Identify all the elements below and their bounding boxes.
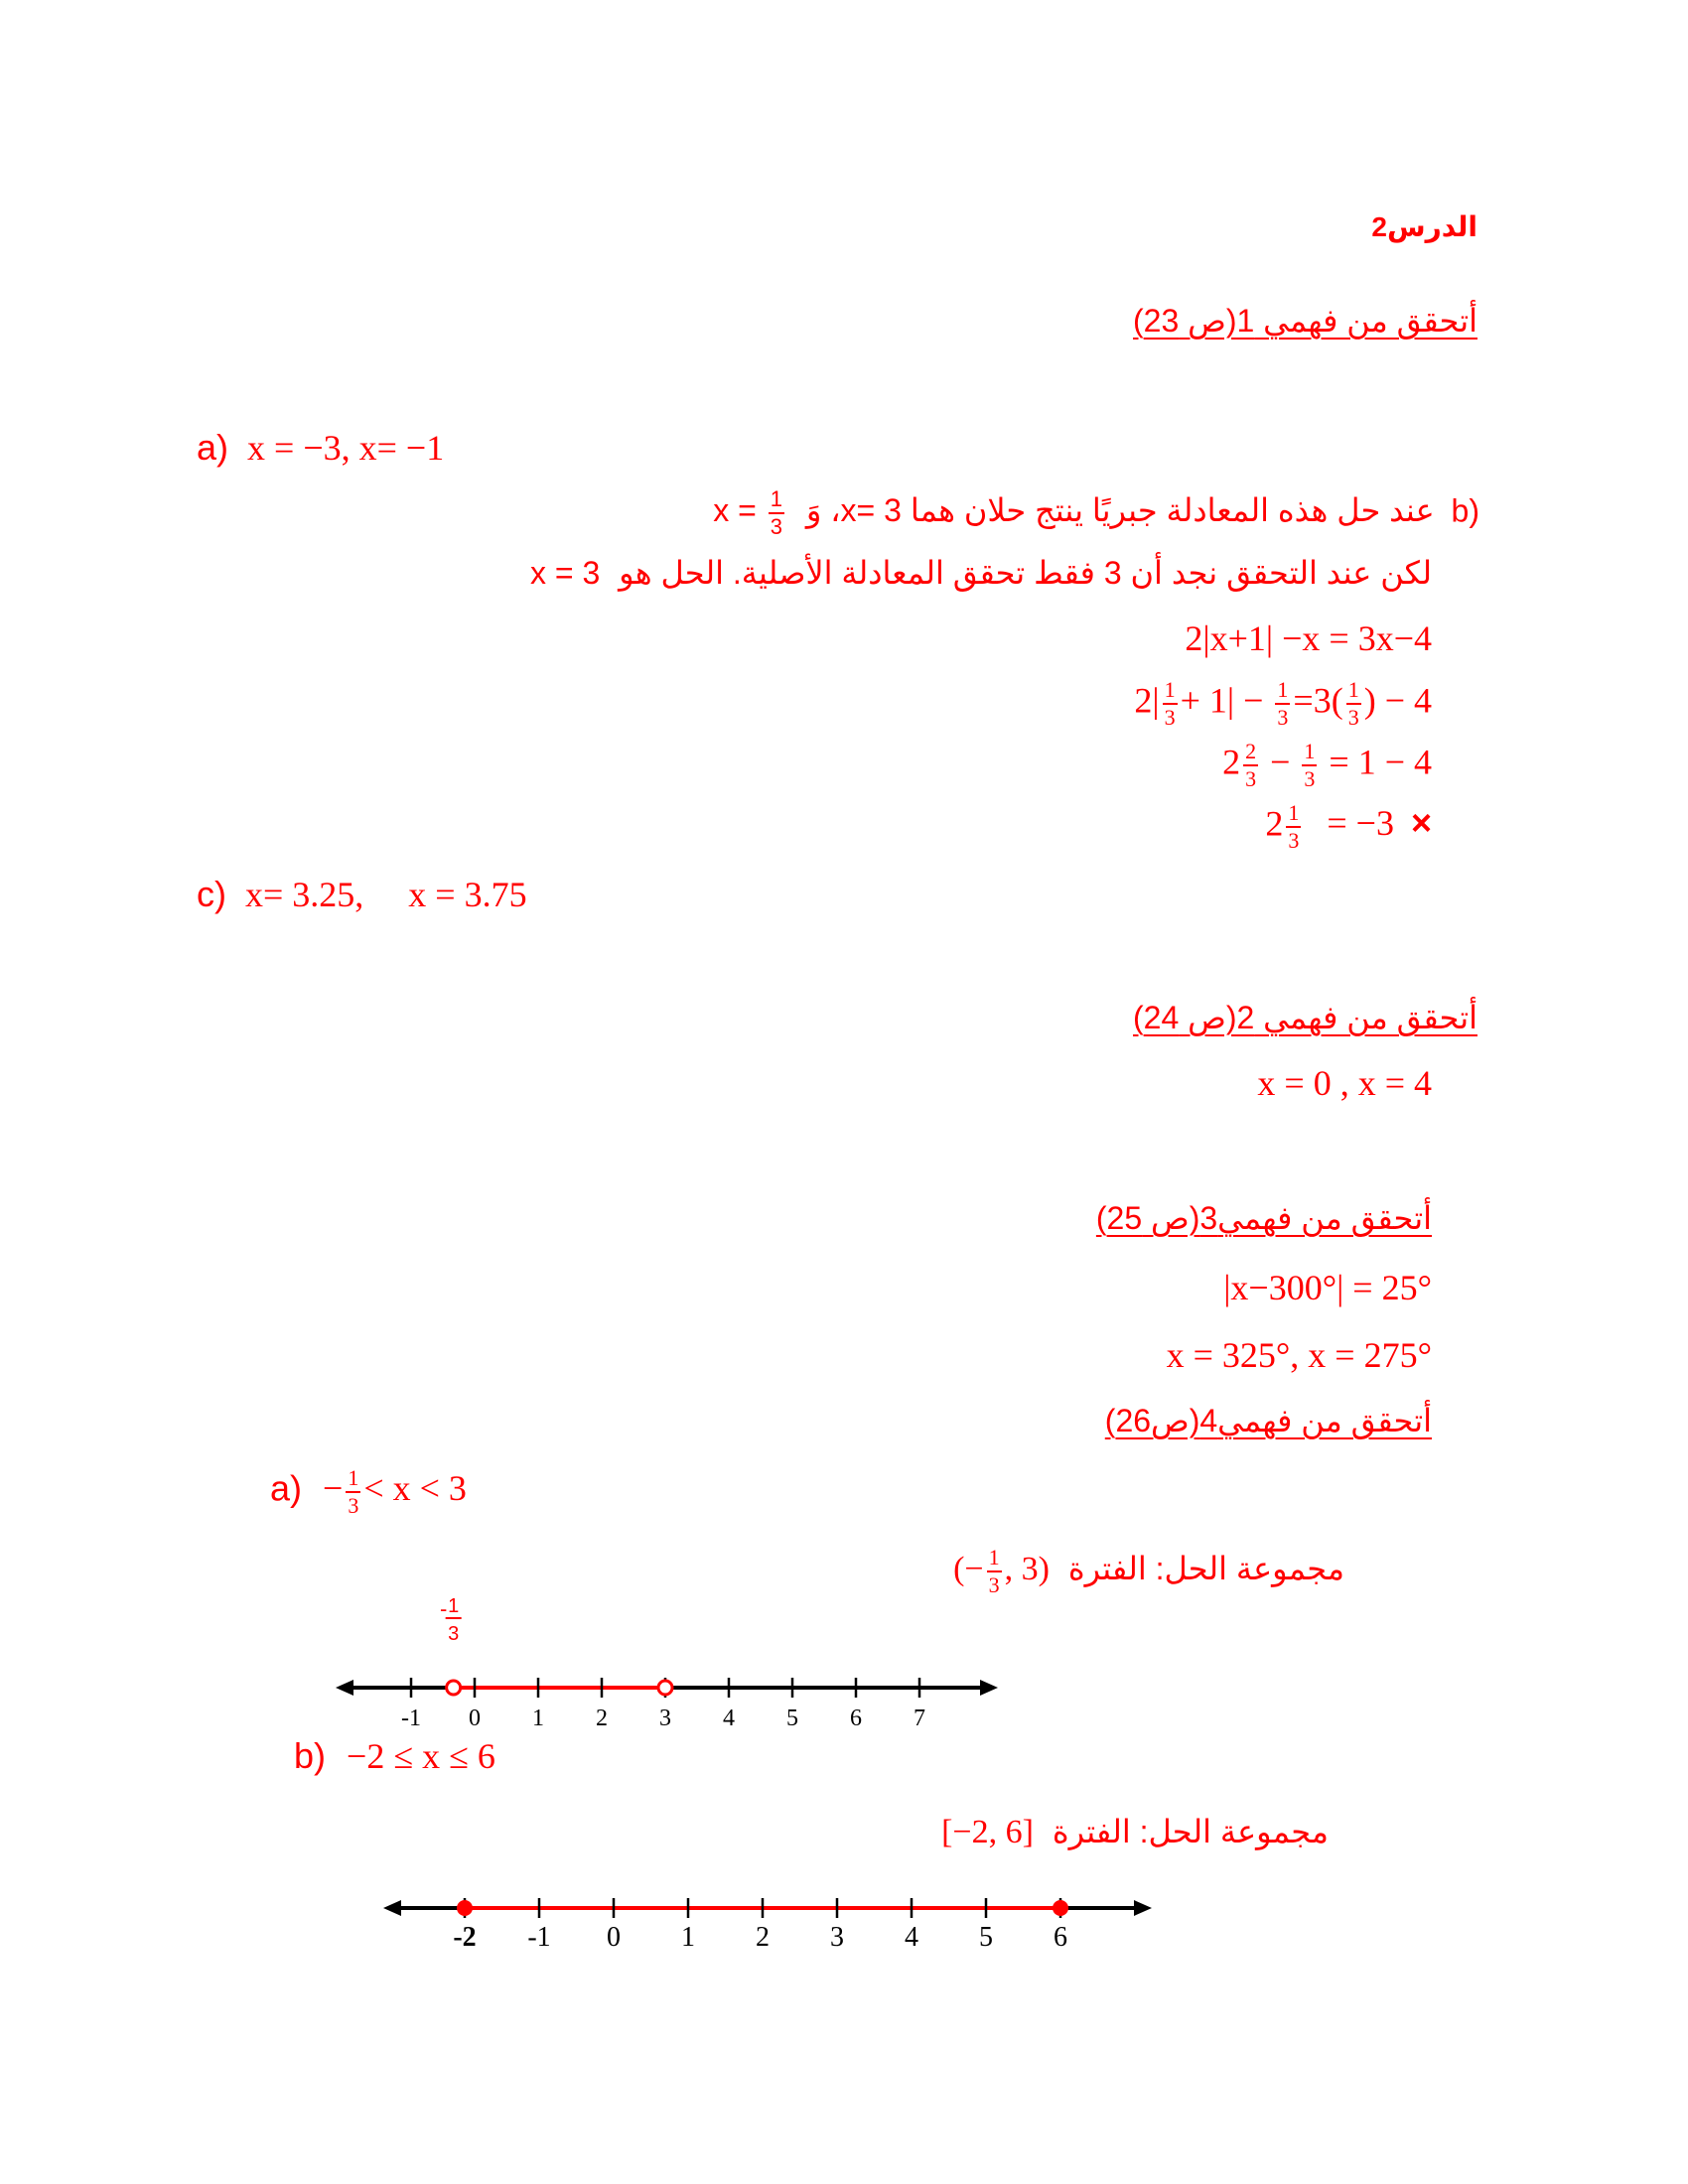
check1-part-b-line1 <box>713 488 1479 538</box>
tick-label: 4 <box>723 1706 735 1727</box>
part-b-text-1: عند حل هذه المعادلة جبريًا ينتج حلان هما 3 =x، وَ <box>805 492 1435 529</box>
open-endpoint <box>447 1681 461 1695</box>
check3-equation-2: x = 325°, x = 275° <box>1166 1335 1432 1375</box>
step-4: 2 $\frac{1}{3}$ = −3 × <box>1265 800 1432 853</box>
check4-part-b-solution <box>941 1813 1329 1851</box>
check3-heading: أتحقق من فهمي3(ص 25) <box>1095 1200 1432 1236</box>
solution-text: مجموعة الحل: الفترة <box>1052 1814 1329 1849</box>
tick-label: 0 <box>469 1706 481 1727</box>
part-c-label: c) <box>197 874 226 914</box>
check2-heading: أتحقق من فهمي 2(ص 24) <box>1133 1000 1477 1035</box>
check1-part-c <box>197 874 527 915</box>
part-b-math-1 <box>713 486 787 539</box>
fraction: $\frac{1}{3}$ <box>1164 677 1176 730</box>
check2-equation: x = 0 , x = 4 <box>1257 1063 1432 1103</box>
part-b-label: b) <box>294 1735 327 1776</box>
tick-label: 6 <box>1054 1922 1067 1953</box>
part-b-math-2: x = 3 <box>530 555 601 591</box>
tick-label: 0 <box>607 1922 621 1953</box>
tick-label: 7 <box>914 1706 925 1727</box>
tick-label: 2 <box>756 1922 770 1953</box>
part-a-label: a) <box>270 1467 303 1509</box>
arrow-right-icon <box>980 1680 998 1696</box>
tick-label: -1 <box>527 1922 551 1953</box>
step-1: 2|x+1| −x = 3x−4 <box>1185 618 1432 658</box>
tick-label: 5 <box>786 1706 798 1727</box>
arrow-left-icon <box>336 1680 353 1696</box>
fraction: $\frac{1}{3}$ <box>770 486 782 539</box>
fraction: $\frac{1}{3}$ <box>988 1545 1000 1597</box>
fraction: $\frac{2}{3}$ <box>1245 739 1257 791</box>
tick-label: 3 <box>830 1922 844 1953</box>
fraction: $\frac{1}{3}$ <box>1304 739 1316 791</box>
fraction: $\frac{1}{3}$ <box>348 1465 359 1518</box>
check4-part-b <box>294 1735 495 1777</box>
part-c-equation: x= 3.25, x = 3.75 <box>245 875 527 914</box>
step-2: 2| $\frac{1}{3}$ + 1| − $\frac{1}{3}$ =3( $\frac{1}{3}$ ) − 4 <box>1134 677 1432 730</box>
check4-part-a: a) − $\frac{1}{3}$ < x < 3 <box>270 1465 467 1518</box>
solution-interval: (− $\frac{1}{3}$ , 3) <box>953 1545 1050 1597</box>
step-3: 2 $\frac{2}{3}$ − $\frac{1}{3}$ = 1 − 4 <box>1222 739 1432 791</box>
tick-label: 3 <box>659 1706 671 1727</box>
tick-label: 6 <box>850 1706 862 1727</box>
solution-text: مجموعة الحل: الفترة <box>1067 1550 1344 1586</box>
cross-icon: × <box>1410 802 1432 844</box>
part-a-equation: x = −3, x= −1 <box>247 428 445 468</box>
part-b-label: b) <box>1451 492 1479 529</box>
fraction: $\frac{1}{3}$ <box>1288 800 1300 853</box>
point-label-sign: - <box>440 1596 448 1621</box>
fraction: $\frac{1}{3}$ <box>1277 677 1289 730</box>
fraction: $\frac{1}{3}$ <box>1347 677 1359 730</box>
tick-label: 2 <box>596 1706 608 1727</box>
tick-label: 4 <box>905 1922 918 1953</box>
closed-endpoint <box>1053 1900 1068 1916</box>
check1-part-b-line2 <box>530 554 1432 592</box>
open-endpoint <box>658 1681 672 1695</box>
part-b-text-2: لكن عند التحقق نجد أن 3 فقط تحقق المعادلة الأصلية. الحل هو <box>619 555 1432 591</box>
arrow-right-icon <box>1134 1900 1152 1916</box>
check3-equation-1: |x−300°| = 25° <box>1223 1268 1432 1307</box>
part-b-inequality: −2 ≤ x ≤ 6 <box>347 1736 495 1776</box>
number-line-b <box>377 1866 1162 1976</box>
point-label-denominator: 3 <box>448 1623 460 1645</box>
check1-part-a <box>197 427 444 469</box>
tick-label: -2 <box>453 1922 477 1953</box>
part-b-math-lhs: x = <box>713 492 757 529</box>
check1-heading: أتحقق من فهمي 1(ص 23) <box>1133 303 1477 339</box>
number-line-a <box>328 1588 1013 1727</box>
tick-label: -1 <box>401 1706 421 1727</box>
check4-heading: أتحقق من فهمي4(ص26) <box>1104 1403 1432 1438</box>
part-a-label: a) <box>197 427 229 468</box>
tick-label: 1 <box>681 1922 695 1953</box>
point-label-numerator: 1 <box>448 1595 460 1617</box>
lesson-title: الدرس2 <box>1371 211 1477 242</box>
solution-interval: [−2, 6] <box>941 1814 1034 1850</box>
tick-label: 5 <box>979 1922 993 1953</box>
closed-endpoint <box>457 1900 473 1916</box>
tick-label: 1 <box>532 1706 544 1727</box>
arrow-left-icon <box>383 1900 401 1916</box>
part-a-inequality: < x < 3 <box>363 1468 467 1509</box>
